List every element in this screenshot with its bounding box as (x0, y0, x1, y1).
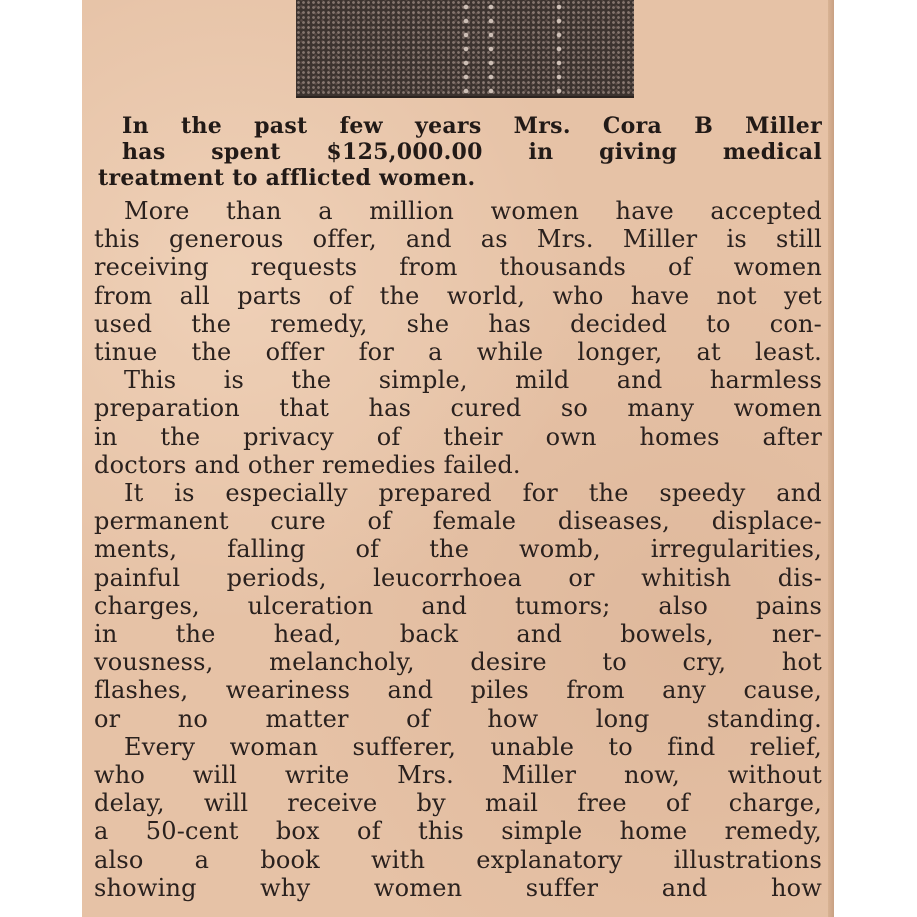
body-line: used the remedy, she has decided to con- (94, 309, 822, 338)
body-line: who will write Mrs. Miller now, without (94, 761, 822, 790)
body-line: painful periods, leucorrhoea or whitish dis- (94, 563, 822, 592)
body-line: More than a million women have accepted (124, 197, 822, 225)
photo-dress-pattern (461, 0, 471, 96)
body-line: doctors and other remedies failed. (94, 450, 521, 479)
body-line: preparation that has cured so many women (94, 394, 822, 423)
halftone-photo (296, 0, 634, 98)
body-line: charges, ulceration and tumors; also pains (94, 591, 822, 620)
body-line: a 50-cent box of this simple home remedy, (94, 817, 822, 846)
clipping-edge (828, 0, 834, 917)
newspaper-clipping (82, 0, 834, 917)
body-line: receiving requests from thousands of women (94, 253, 822, 282)
body-line: It is especially prepared for the speedy and (124, 479, 822, 508)
body-line: delay, will receive by mail free of charge, (94, 789, 822, 818)
headline-line: treatment to afflicted women. (98, 165, 476, 191)
body-line: showing why women suffer and how (94, 873, 822, 902)
photo-dress-pattern (554, 0, 564, 96)
body-line: or no matter of how long standing. (94, 704, 822, 733)
article-body (94, 197, 822, 902)
body-line: in the privacy of their own homes after (94, 422, 822, 451)
body-line: flashes, weariness and piles from any cause, (94, 676, 822, 705)
body-line: ments, falling of the womb, irregularities, (94, 535, 822, 564)
body-line: this generous offer, and as Mrs. Miller is still (94, 225, 822, 254)
body-line: from all parts of the world, who have not yet (94, 281, 822, 310)
body-line: vousness, melancholy, desire to cry, hot (94, 648, 822, 677)
headline (98, 113, 822, 191)
photo-dress-pattern (486, 0, 496, 96)
body-line: tinue the offer for a while longer, at least. (94, 338, 822, 367)
body-line: Every woman sufferer, unable to find relief, (124, 732, 822, 761)
body-line: in the head, back and bowels, ner- (94, 620, 822, 649)
body-line: This is the simple, mild and harmless (124, 366, 822, 395)
body-line: also a book with explanatory illustrations (94, 845, 822, 874)
body-line: permanent cure of female diseases, displace- (94, 507, 822, 536)
headline-line: In the past few years Mrs. Cora B Miller (122, 113, 822, 139)
headline-line: has spent $125,000.00 in giving medical (122, 139, 822, 165)
